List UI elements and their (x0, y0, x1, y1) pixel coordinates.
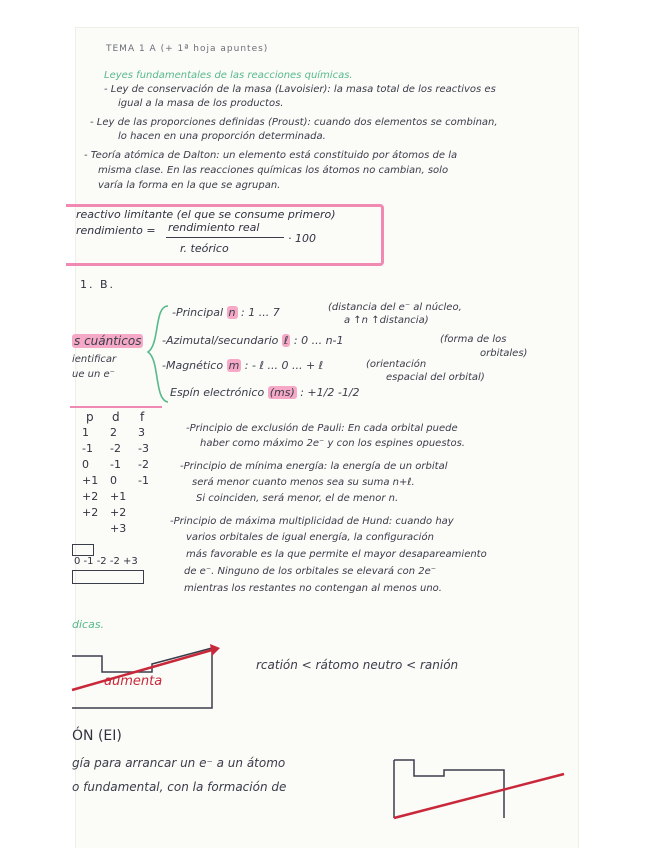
table-bottom-values: 0 -1 -2 -2 +3 (74, 556, 138, 567)
magnetico-row (162, 359, 323, 372)
page-title: TEMA 1 A (+ 1ª hoja apuntes) (106, 44, 269, 54)
hund-line-4: de e⁻. Ninguno de los orbitales se elevará con 2e⁻ (184, 566, 437, 577)
d-column-value: +3 (110, 522, 127, 535)
d-column-value: -1 (110, 458, 121, 471)
min-energy-line-3: Si coinciden, será menor, el de menor n. (196, 493, 399, 504)
quantum-label-sub-1: ientificar (72, 354, 117, 365)
magnetico-note-1: (orientación (366, 359, 427, 370)
section-heading: 1. B. (80, 278, 116, 291)
azimutal-symbol: ℓ (283, 334, 289, 347)
hund-line-1: -Principio de máxima multiplicidad de Hund: cuando hay (170, 516, 454, 527)
hund-line-2: varios orbitales de igual energía, la configuración (186, 532, 434, 543)
principal-row (172, 306, 280, 319)
azimutal-note-1: (forma de los (440, 334, 507, 345)
espin-row (170, 386, 360, 399)
quantum-label-sub-2: ue un e⁻ (72, 369, 115, 380)
azimutal-note-2: orbitales) (480, 348, 528, 359)
d-column-value: +1 (110, 490, 127, 503)
table-top-rule (70, 406, 162, 408)
d-column-value: -2 (110, 442, 121, 455)
azimutal-row (162, 334, 344, 347)
d-column-value: 0 (110, 474, 117, 487)
dalton-line-2: misma clase. En las reacciones químicas los átomos no cambian, solo (98, 165, 449, 176)
p-column-value: 0 (82, 458, 89, 471)
hund-line-3: más favorable es la que permite el mayor desapareamiento (186, 549, 487, 560)
p-column-value: +1 (82, 474, 99, 487)
yield-numerator: rendimiento real (168, 221, 260, 234)
quantum-numbers-text: s cuánticos (74, 334, 142, 348)
principal-symbol: n (228, 306, 236, 319)
header-f: f (140, 410, 145, 424)
p-column-value: 1 (82, 426, 89, 439)
d-column-value: +2 (110, 506, 127, 519)
fraction-bar (166, 237, 284, 238)
proust-line-1: - Ley de las proporciones definidas (Proust): cuando dos elementos se combinan, (90, 117, 498, 128)
proust-line-2: lo hacen en una proporción determinada. (118, 131, 326, 142)
d-column-value: 2 (110, 426, 117, 439)
azimutal-label: -Azimutal/secundario (162, 334, 279, 347)
yield-factor: · 100 (288, 232, 316, 245)
yield-label: rendimiento = (76, 224, 156, 237)
laws-heading: Leyes fundamentales de las reacciones químicas. (104, 70, 353, 81)
f-column-value: -3 (138, 442, 149, 455)
notebook-page (72, 28, 578, 848)
ei-line-1: gía para arrancar un e⁻ a un átomo (72, 756, 286, 770)
ionic-radius-comparison: rcatión < rátomo neutro < ranión (256, 658, 459, 672)
p-column-value: +2 (82, 506, 99, 519)
principal-note-1: (distancia del e⁻ al núcleo, (328, 302, 462, 313)
min-energy-line-1: -Principio de mínima energía: la energía de un orbital (180, 461, 448, 472)
header-d: d (112, 410, 120, 424)
ei-heading: ÓN (EI) (72, 728, 122, 744)
magnetico-symbol: m (228, 359, 240, 372)
min-energy-line-2: será menor cuanto menos sea su suma n+ℓ. (192, 477, 415, 488)
pauli-line-1: -Principio de exclusión de Pauli: En cada orbital puede (186, 423, 458, 434)
p-column-value: +2 (82, 490, 99, 503)
lavoisier-line-1: - Ley de conservación de la masa (Lavoisier): la masa total de los reactivos es (104, 84, 496, 95)
magnetico-note-2: espacial del orbital) (386, 372, 485, 383)
magnetico-range: : - ℓ ... 0 ... + ℓ (244, 359, 324, 372)
yield-denominator: r. teórico (180, 242, 229, 255)
orbital-box-row (72, 570, 144, 584)
orbital-box-p (72, 544, 94, 556)
f-column-value: 3 (138, 426, 145, 439)
espin-label: Espín electrónico (170, 386, 265, 399)
hund-line-5: mientras los restantes no contengan al menos uno. (184, 583, 442, 594)
pauli-line-2: haber como máximo 2e⁻ y con los espines opuestos. (200, 438, 465, 449)
principal-note-2: a ↑n ↑distancia) (344, 315, 429, 326)
header-p: p (86, 410, 94, 424)
lavoisier-line-2: igual a la masa de los productos. (118, 98, 284, 109)
espin-values: : +1/2 -1/2 (300, 386, 360, 399)
increase-label: aumenta (104, 674, 163, 689)
ei-trend-diagram (394, 758, 574, 828)
magnetico-label: -Magnético (162, 359, 224, 372)
principal-range: : 1 ... 7 (241, 306, 280, 319)
azimutal-range: : 0 ... n-1 (293, 334, 344, 347)
p-column-value: -1 (82, 442, 93, 455)
espin-symbol: (ms) (269, 386, 295, 399)
dalton-line-3: varía la forma en la que se agrupan. (98, 180, 281, 191)
principal-label: -Principal (172, 306, 224, 319)
f-column-value: -1 (138, 474, 149, 487)
ei-line-2: o fundamental, con la formación de (72, 780, 287, 794)
dalton-line-1: - Teoría atómica de Dalton: un elemento está constituido por átomos de la (84, 150, 458, 161)
quantum-numbers-label (72, 334, 143, 348)
f-column-value: -2 (138, 458, 149, 471)
periodic-heading: dicas. (72, 618, 105, 631)
limiting-reagent: reactivo limitante (el que se consume primero) (76, 208, 336, 221)
